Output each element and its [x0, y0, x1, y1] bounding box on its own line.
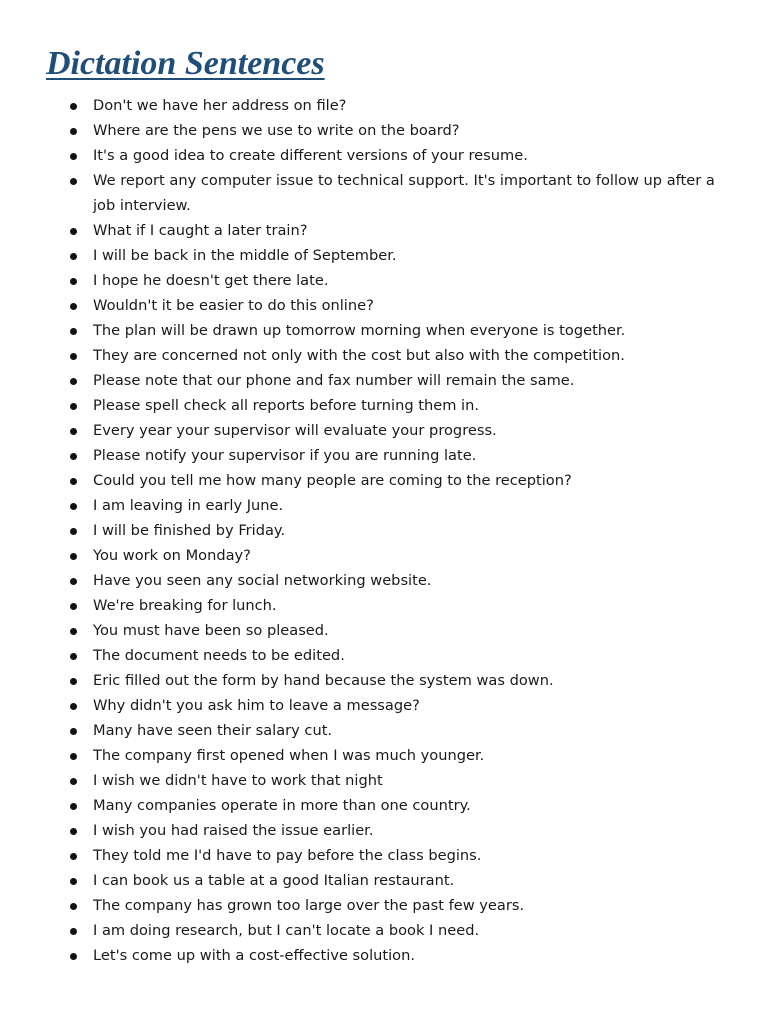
bullet-icon	[70, 303, 77, 310]
page-title: Dictation Sentences	[46, 45, 325, 82]
sentence-text: You must have been so pleased.	[93, 621, 329, 639]
list-item	[0, 719, 768, 744]
sentence-text: I am leaving in early June.	[93, 496, 284, 514]
bullet-icon	[70, 428, 77, 435]
list-item	[0, 594, 768, 619]
bullet-icon	[70, 778, 77, 785]
bullet-icon	[70, 178, 77, 185]
sentence-text: I am doing research, but I can't locate a book I need.	[93, 922, 480, 939]
sentence-text: The company has grown too large over the past few years.	[93, 896, 525, 914]
bullet-icon	[70, 803, 77, 810]
sentence-list	[0, 94, 768, 969]
list-item	[0, 869, 768, 894]
sentence-text: I wish we didn't have to work that night	[93, 771, 383, 789]
bullet-icon	[70, 603, 77, 610]
bullet-icon	[70, 503, 77, 510]
bullet-icon	[70, 453, 77, 460]
sentence-text: We report any computer issue to technical support. It's important to follow up after a job interview.	[93, 172, 715, 214]
bullet-icon	[70, 128, 77, 135]
bullet-icon	[70, 878, 77, 885]
list-item	[0, 919, 768, 944]
list-item	[0, 544, 768, 569]
bullet-icon	[70, 353, 77, 360]
bullet-icon	[70, 728, 77, 735]
bullet-icon	[70, 628, 77, 635]
sentence-text: I wish you had raised the issue earlier.	[93, 821, 374, 839]
list-item	[0, 294, 768, 319]
list-item	[0, 369, 768, 394]
list-item	[0, 519, 768, 544]
bullet-icon	[70, 153, 77, 160]
list-item	[0, 319, 768, 344]
list-item	[0, 569, 768, 594]
list-item	[0, 819, 768, 844]
list-item	[0, 444, 768, 469]
bullet-icon	[70, 953, 77, 960]
list-item	[0, 669, 768, 694]
bullet-icon	[70, 553, 77, 560]
list-item	[0, 494, 768, 519]
sentence-text: Could you tell me how many people are coming to the reception?	[93, 471, 572, 489]
sentence-text: We're breaking for lunch.	[93, 596, 277, 614]
bullet-icon	[70, 278, 77, 285]
list-item	[0, 269, 768, 294]
list-item	[0, 469, 768, 494]
sentence-text: Please note that our phone and fax number will remain the same.	[93, 371, 575, 389]
list-item	[0, 169, 768, 218]
sentence-text: Please spell check all reports before turning them in.	[93, 396, 479, 414]
sentence-text: The company first opened when I was much younger.	[93, 746, 485, 764]
list-item	[0, 219, 768, 244]
bullet-icon	[70, 403, 77, 410]
bullet-icon	[70, 678, 77, 685]
list-item	[0, 419, 768, 444]
bullet-icon	[70, 903, 77, 910]
bullet-icon	[70, 828, 77, 835]
sentence-text: Every year your supervisor will evaluate your progress.	[93, 421, 497, 439]
sentence-text: Have you seen any social networking website.	[93, 571, 432, 589]
list-item	[0, 894, 768, 919]
sentence-text: Many companies operate in more than one country.	[93, 796, 471, 814]
bullet-icon	[70, 928, 77, 935]
bullet-icon	[70, 528, 77, 535]
bullet-icon	[70, 253, 77, 260]
sentence-text: Wouldn't it be easier to do this online?	[93, 296, 374, 314]
list-item	[0, 144, 768, 169]
sentence-text: They told me I'd have to pay before the class begins.	[93, 846, 482, 864]
bullet-icon	[70, 853, 77, 860]
sentence-text: Why didn't you ask him to leave a message?	[93, 696, 420, 714]
bullet-icon	[70, 478, 77, 485]
sentence-text: The document needs to be edited.	[93, 646, 345, 664]
list-item	[0, 394, 768, 419]
bullet-icon	[70, 753, 77, 760]
sentence-text: I can book us a table at a good Italian restaurant.	[93, 871, 455, 889]
sentence-text: Where are the pens we use to write on the board?	[93, 122, 460, 140]
list-item	[0, 694, 768, 719]
bullet-icon	[70, 378, 77, 385]
sentence-text: They are concerned not only with the cost but also with the competition.	[93, 346, 625, 364]
list-item	[0, 244, 768, 269]
list-item	[0, 769, 768, 794]
list-item	[0, 94, 768, 119]
sentence-text: Let's come up with a cost-effective solution.	[93, 947, 415, 965]
list-item	[0, 744, 768, 769]
bullet-icon	[70, 328, 77, 335]
sentence-text: I will be back in the middle of September.	[93, 246, 397, 264]
bullet-icon	[70, 578, 77, 585]
sentence-text: You work on Monday?	[93, 546, 251, 564]
list-item	[0, 844, 768, 869]
bullet-icon	[70, 653, 77, 660]
sentence-text: I hope he doesn't get there late.	[93, 271, 329, 289]
list-item	[0, 344, 768, 369]
sentence-text: What if I caught a later train?	[93, 221, 308, 239]
list-item	[0, 619, 768, 644]
bullet-icon	[70, 703, 77, 710]
sentence-text: It's a good idea to create different versions of your resume.	[93, 147, 528, 165]
bullet-icon	[70, 103, 77, 110]
sentence-text: I will be finished by Friday.	[93, 521, 286, 539]
list-item	[0, 794, 768, 819]
list-item	[0, 119, 768, 144]
sentence-text: Please notify your supervisor if you are running late.	[93, 446, 477, 464]
list-item	[0, 944, 768, 969]
sentence-text: Don't we have her address on file?	[93, 97, 347, 114]
sentence-text: Many have seen their salary cut.	[93, 721, 333, 739]
sentence-text: Eric filled out the form by hand because the system was down.	[93, 671, 554, 689]
sentence-text: The plan will be drawn up tomorrow morning when everyone is together.	[93, 321, 626, 339]
bullet-icon	[70, 228, 77, 235]
list-item	[0, 644, 768, 669]
